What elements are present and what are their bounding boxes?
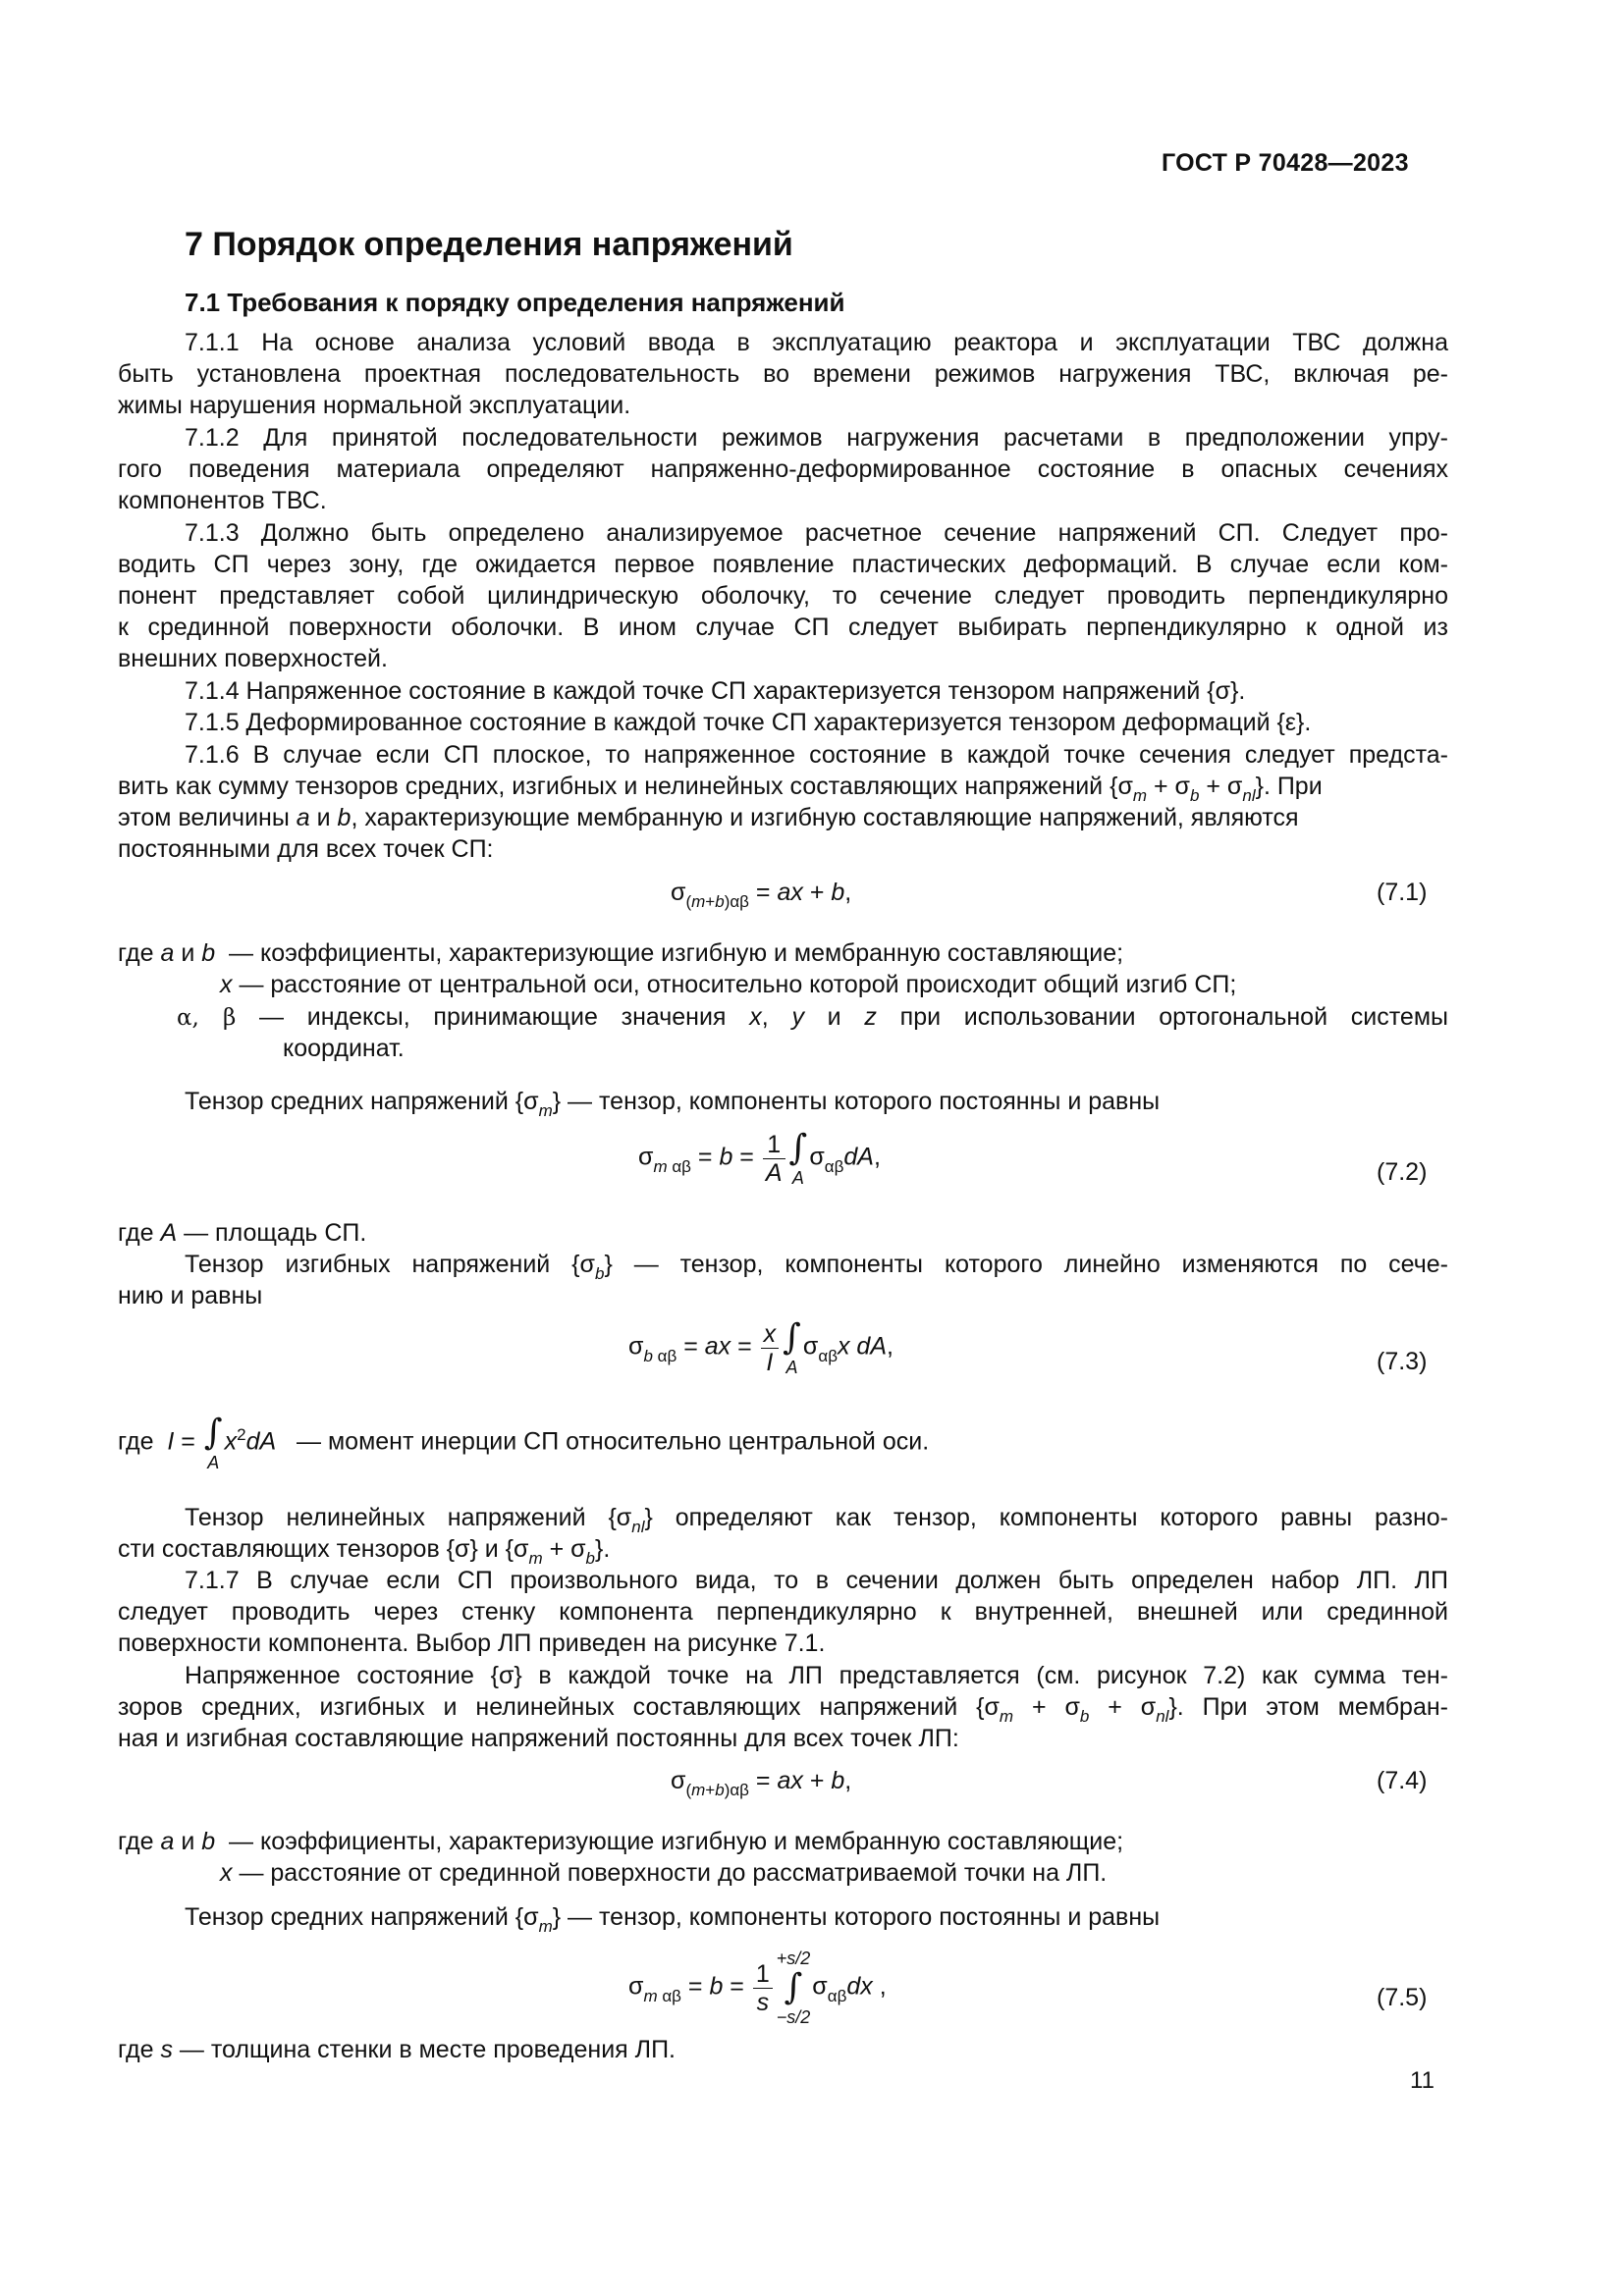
- paragraph-line: жимы нарушения нормальной эксплуатации.: [118, 392, 631, 419]
- equation-number: (7.4): [1377, 1767, 1428, 1794]
- paragraph-line: этом величины a и b, характеризующие мембранную и изгибную составляющие напряжений, являются: [118, 804, 1299, 831]
- equation-number: (7.3): [1377, 1348, 1428, 1375]
- equation-7-2: $\sigma_{m \alpha\beta} = b$ = $\frac{1}{A}$ ∫ A $\sigma_{\alpha\beta}dA$,: [638, 1128, 881, 1188]
- paragraph-line: 7.1.1 На основе анализа условий ввода в эксплуатацию реактора и эксплуатации ТВС должна: [185, 329, 1448, 356]
- document-code: ГОСТ Р 70428—2023: [1162, 149, 1409, 177]
- paragraph-line: 7.1.5 Деформированное состояние в каждой точке СП характеризуется тензором деформаций {ε}.: [185, 709, 1312, 736]
- definition-s: где s — толщина стенки в месте проведения ЛП.: [118, 2036, 676, 2063]
- paragraph-line: постоянными для всех точек СП:: [118, 835, 494, 863]
- equation-number: (7.1): [1377, 879, 1428, 906]
- definition-ab: где a и b — коэффициенты, характеризующие изгибную и мембранную составляющие;: [118, 939, 1124, 967]
- equation-7-4: $\sigma_{(m+b)\alpha\beta}$ = ax + b,: [671, 1767, 852, 1799]
- equation-7-3: $\sigma_{b \alpha\beta}$ = ax = $\frac{x}{I}$ ∫ A $\sigma_{\alpha\beta}x$ dA,: [628, 1317, 893, 1377]
- definition-x: x — расстояние от центральной оси, относительно которой происходит общий изгиб СП;: [220, 971, 1237, 998]
- definition-x: x — расстояние от срединной поверхности до рассматриваемой точки на ЛП.: [220, 1859, 1108, 1887]
- paragraph-line: 7.1.2 Для принятой последовательности режимов нагружения расчетами в предположении упру-: [185, 424, 1448, 452]
- paragraph-line: следует проводить через стенку компонента перпендикулярно к внутренней, внешней или срединной: [118, 1598, 1448, 1626]
- paragraph-line: сти составляющих тензоров {σ} и $\{\sigma_m + \sigma_b\}$.: [118, 1535, 611, 1568]
- subsection-title: 7.1 Требования к порядку определения напряжений: [185, 288, 845, 317]
- paragraph-line: компонентов ТВС.: [118, 487, 327, 514]
- equation-number: (7.5): [1377, 1984, 1428, 2011]
- paragraph-line: 7.1.4 Напряженное состояние в каждой точке СП характеризуется тензором напряжений {σ}.: [185, 677, 1246, 705]
- paragraph-line: 7.1.6 В случае если СП плоское, то напряженное состояние в каждой точке сечения следует предста-: [185, 741, 1448, 769]
- paragraph-line: Напряженное состояние {σ} в каждой точке на ЛП представляется (см. рисунок 7.2) как сумма тен-: [185, 1662, 1448, 1689]
- definition-A: где A — площадь СП.: [118, 1219, 367, 1247]
- tensor-mean-text: Тензор средних напряжений $\{\sigma_m\}$ — тензор, компоненты которого постоянны и равны: [185, 1903, 1161, 1936]
- equation-number: (7.2): [1377, 1158, 1428, 1186]
- tensor-nl-text: Тензор нелинейных напряжений $\{\sigma_{nl}\}$ определяют как тензор, компоненты которого равны разно-: [185, 1504, 1448, 1536]
- paragraph-line: поверхности компонента. Выбор ЛП приведен на рисунке 7.1.: [118, 1629, 826, 1657]
- equation-7-5: $\sigma_{m \alpha\beta} = b$ = $\frac{1}{s}$ +s/2 ∫ −s/2 $\sigma_{\alpha\beta}dx$ ,: [628, 1949, 887, 2027]
- tensor-mean-text: Тензор средних напряжений $\{\sigma_m\}$ — тензор, компоненты которого постоянны и равны: [185, 1088, 1161, 1120]
- equation-7-1: $\sigma_{(m+b)\alpha\beta}$ = ax + b,: [671, 879, 852, 911]
- definition-ab: где a и b — коэффициенты, характеризующие изгибную и мембранную составляющие;: [118, 1828, 1124, 1855]
- paragraph-line: внешних поверхностей.: [118, 645, 388, 672]
- paragraph-line: водить СП через зону, где ожидается первое появление пластических деформаций. В случае если ком-: [118, 551, 1448, 578]
- definition-I: где I = ∫ A $x^2dA$ — момент инерции СП относительно центральной оси.: [118, 1413, 930, 1472]
- definition-indices: α, β — индексы, принимающие значения x, y и z при использовании ортогональной системы: [177, 1003, 1448, 1031]
- paragraph-line: вить как сумму тензоров средних, изгибных и нелинейных составляющих напряжений $\{\sigma_m + \sigma_b + \sigma_{nl}\}$. При: [118, 773, 1323, 805]
- paragraph-line: гого поведения материала определяют напряженно-деформированное состояние в опасных сечениях: [118, 455, 1448, 483]
- paragraph-line: нию и равны: [118, 1282, 263, 1309]
- paragraph-line: понент представляет собой цилиндрическую оболочку, то сечение следует проводить перпендикулярно: [118, 582, 1448, 610]
- section-title: 7 Порядок определения напряжений: [185, 226, 793, 263]
- paragraph-line: 7.1.3 Должно быть определено анализируемое расчетное сечение напряжений СП. Следует про-: [185, 519, 1448, 547]
- paragraph-line: ная и изгибная составляющие напряжений постоянны для всех точек ЛП:: [118, 1725, 959, 1752]
- paragraph-line: быть установлена проектная последовательность во времени режимов нагружения ТВС, включая ре-: [118, 360, 1448, 388]
- definition-indices-cont: координат.: [283, 1035, 405, 1062]
- paragraph-line: зоров средних, изгибных и нелинейных составляющих напряжений $\{\sigma_m + \sigma_b + \sigma_{nl}\}$. При этом мембран-: [118, 1693, 1448, 1726]
- paragraph-line: 7.1.7 В случае если СП произвольного вида, то в сечении должен быть определен набор ЛП. ЛП: [185, 1567, 1448, 1594]
- paragraph-line: к срединной поверхности оболочки. В ином случае СП следует выбирать перпендикулярно к одной из: [118, 614, 1448, 641]
- tensor-bend-text: Тензор изгибных напряжений $\{\sigma_b\}$ — тензор, компоненты которого линейно изменяются по сече-: [185, 1251, 1448, 1283]
- page-number: 11: [1410, 2067, 1435, 2094]
